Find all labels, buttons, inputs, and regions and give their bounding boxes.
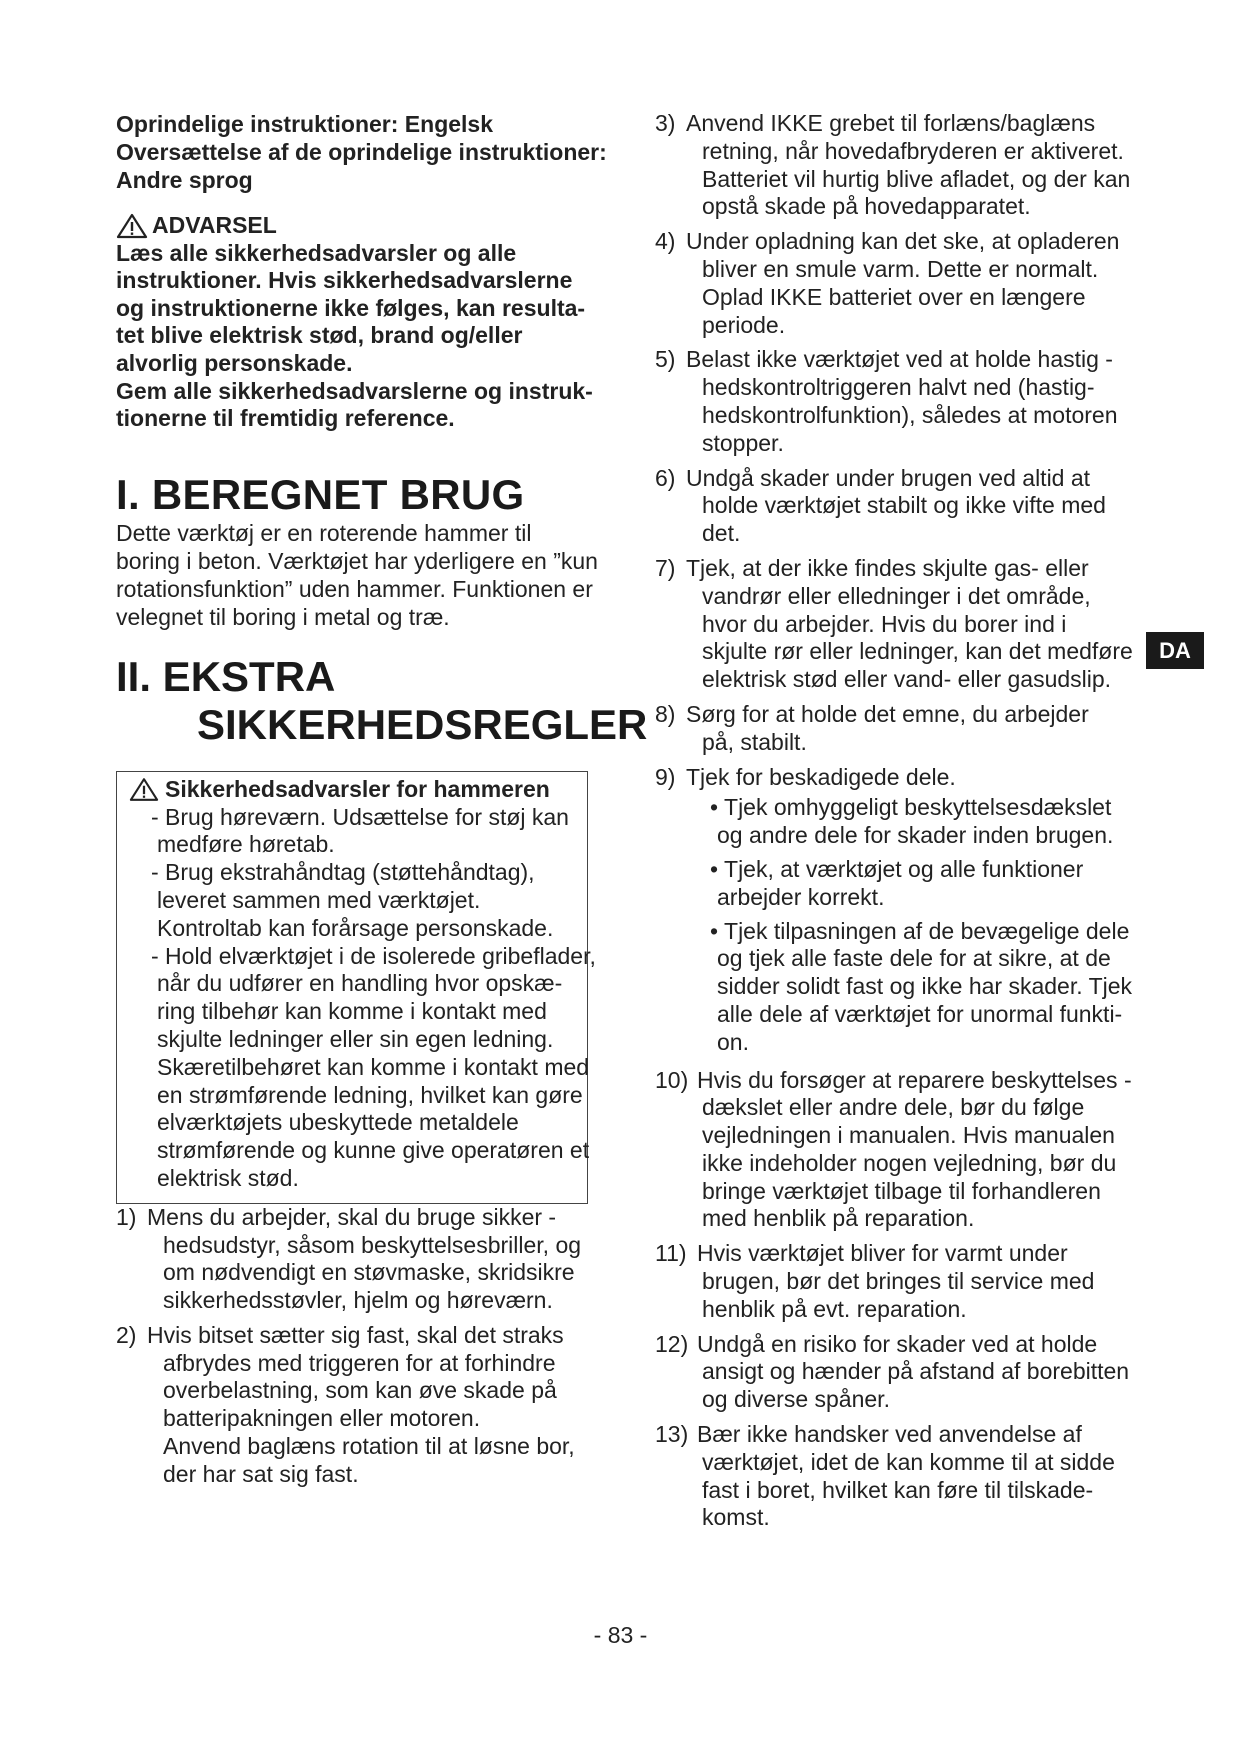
bullet-item	[655, 918, 1140, 1057]
section-heading-intended-use: I. BEREGNET BRUG	[116, 470, 525, 518]
list-item-line: om nødvendigt en støvmaske, skridsikre	[163, 1259, 575, 1286]
list-item-line: Tjek for beskadigede dele.	[686, 763, 956, 790]
list-item-number: 10)	[655, 1066, 689, 1093]
bullet-line: arbejder korrekt.	[717, 883, 885, 910]
list-item-line: der har sat sig fast.	[163, 1460, 359, 1487]
list-item-line: hedskontrolfunktion), således at motoren	[702, 401, 1118, 428]
list-item-line: Sørg for at holde det emne, du arbejder	[686, 700, 1089, 727]
list-item	[655, 701, 1140, 757]
box-line: skjulte ledninger eller sin egen ledning.	[157, 1025, 554, 1052]
list-item-number: 6)	[655, 464, 676, 491]
list-item-line: værktøjet, idet de kan komme til at sidde	[702, 1448, 1115, 1475]
list-item-line: Undgå skader under brugen ved altid at	[686, 464, 1091, 491]
list-item-line: periode.	[702, 311, 786, 338]
list-item-number: 8)	[655, 700, 676, 727]
warning-line: alvorlig personskade.	[116, 349, 353, 376]
language-tab: DA	[1146, 632, 1204, 669]
left-column	[116, 110, 648, 1496]
list-item-line: batteripakningen eller motoren.	[163, 1405, 481, 1432]
box-line: ring tilbehør kan komme i kontakt med	[157, 998, 547, 1025]
bullet-item	[655, 794, 1140, 850]
list-item	[655, 228, 1140, 339]
list-item-number: 3)	[655, 110, 676, 136]
box-line: - Brug ekstrahåndtag (støttehåndtag),	[151, 859, 535, 886]
box-line: elektrisk stød.	[157, 1164, 299, 1191]
section-heading-extra-safety: II. EKSTRA	[116, 652, 336, 700]
warning-line: instruktioner. Hvis sikkerhedsadvarslerne	[116, 267, 573, 294]
list-item-line: vandrør eller elledninger i det område,	[702, 582, 1091, 609]
bullet-line: on.	[717, 1028, 749, 1055]
warning-line: tet blive elektrisk stød, brand og/eller	[116, 322, 523, 349]
warning-title: ADVARSEL	[152, 212, 277, 238]
list-item-line: brugen, bør det bringes til service med	[702, 1268, 1095, 1295]
page-number: - 83 -	[593, 1622, 648, 1648]
list-item-line: Undgå en risiko for skader ved at holde	[697, 1330, 1098, 1357]
list-item-line: overbelastning, som kan øve skade på	[163, 1377, 557, 1404]
bullet-line: sidder solidt fast og ikke har skader. Tjek	[717, 973, 1133, 1000]
list-item-number: 4)	[655, 228, 676, 255]
box-line: elværktøjets ubeskyttede metaldele	[157, 1109, 519, 1136]
list-item-number: 11)	[655, 1240, 687, 1267]
list-item-line: Under opladning kan det ske, at opladeren	[686, 228, 1120, 255]
hammer-safety-title: Sikkerhedsadvarsler for hammeren	[165, 775, 550, 802]
list-item-line: holde værktøjet stabilt og ikke vifte med	[702, 492, 1106, 519]
list-item-number: 5)	[655, 346, 676, 373]
box-line: Kontroltab kan forårsage personskade.	[157, 914, 554, 941]
list-item	[116, 1204, 594, 1315]
list-item-line: ikke indeholder nogen vejledning, bør du	[702, 1149, 1117, 1176]
list-item-line: henblik på evt. reparation.	[702, 1295, 967, 1322]
list-item	[655, 1067, 1140, 1234]
list-item-line: Belast ikke værktøjet ved at holde hastig -	[686, 346, 1113, 373]
list-item-line: Anvend IKKE grebet til forlæns/baglæns	[686, 110, 1096, 136]
bullet-line: • Tjek tilpasningen af de bevægelige dele	[710, 917, 1130, 944]
warning-line: og instruktionerne ikke følges, kan resulta-	[116, 294, 586, 321]
list-item-line: på, stabilt.	[702, 728, 807, 755]
list-item-line: hvor du arbejder. Hvis du borer ind i	[702, 610, 1067, 637]
warning-heading	[116, 212, 594, 240]
list-item-number: 1)	[116, 1203, 137, 1230]
warning-line: Læs alle sikkerhedsadvarsler og alle	[116, 239, 517, 266]
list-item	[655, 1421, 1140, 1532]
left-numbered-list	[116, 1204, 594, 1489]
warning-line: Gem alle sikkerhedsadvarslerne og instruk-	[116, 377, 593, 404]
list-item-number: 9)	[655, 763, 676, 790]
list-item	[655, 346, 1140, 457]
list-item-line: ansigt og hænder på afstand af borebitten	[702, 1358, 1130, 1385]
bullet-item	[655, 856, 1140, 912]
list-item-line: og diverse spåner.	[702, 1386, 890, 1413]
list-item	[655, 465, 1140, 548]
right-column	[655, 110, 1140, 1539]
list-item-line: sikkerhedsstøvler, hjelm og høreværn.	[163, 1287, 553, 1314]
header-line: Oprindelige instruktioner: Engelsk	[116, 111, 494, 137]
box-line: strømførende og kunne give operatøren et	[157, 1137, 590, 1164]
list-item	[116, 1322, 594, 1489]
original-instructions-note	[116, 110, 607, 194]
list-item-line: retning, når hovedafbryderen er aktiveret.	[702, 137, 1124, 164]
list-item-line: dækslet eller andre dele, bør du følge	[702, 1094, 1085, 1121]
paragraph-line: boring i beton. Værktøjet har yderligere en ”kun	[116, 547, 598, 574]
list-item-line: vejledningen i manualen. Hvis manualen	[702, 1122, 1115, 1149]
warning-line: tionerne til fremtidig reference.	[116, 405, 455, 432]
header-line: Oversættelse af de oprindelige instruktioner:	[116, 139, 607, 165]
list-item-line: Batteriet vil hurtig blive afladet, og der kan	[702, 165, 1131, 192]
header-line: Andre sprog	[116, 167, 253, 193]
bullet-line: • Tjek, at værktøjet og alle funktioner	[710, 855, 1084, 882]
list-item-line: elektrisk stød eller vand- eller gasudslip.	[702, 666, 1112, 693]
list-item-line: Anvend baglæns rotation til at løsne bor,	[163, 1433, 575, 1460]
list-item-line: Oplad IKKE batteriet over en længere	[702, 283, 1086, 310]
list-item-number: 13)	[655, 1421, 689, 1448]
list-item-line: afbrydes med triggeren for at forhindre	[163, 1349, 556, 1376]
box-line: en strømførende ledning, hvilket kan gøre	[157, 1081, 583, 1108]
warning-triangle-icon	[116, 213, 148, 239]
warning-triangle-icon	[129, 777, 159, 802]
list-item	[655, 1331, 1140, 1414]
list-item	[655, 764, 1140, 792]
box-line: - Hold elværktøjet i de isolerede gribeflader,	[151, 942, 596, 969]
section-heading-extra-safety-cont: SIKKERHEDSREGLER	[197, 700, 648, 748]
list-item-line: bliver en smule varm. Dette er normalt.	[702, 255, 1099, 282]
list-item-line: det.	[702, 520, 741, 547]
hammer-safety-box	[116, 771, 596, 1204]
box-line: medføre høretab.	[157, 831, 335, 858]
box-line: når du udfører en handling hvor opskæ-	[157, 970, 563, 997]
list-item-number: 7)	[655, 554, 676, 581]
list-item-line: fast i boret, hvilket kan føre til tilskade-	[702, 1476, 1094, 1503]
bullet-line: alle dele af værktøjet for unormal funkti-	[717, 1000, 1123, 1027]
bullet-line: og andre dele for skader inden brugen.	[717, 822, 1114, 849]
warning-text	[116, 240, 594, 433]
list-item-line: opstå skade på hovedapparatet.	[702, 193, 1031, 220]
hammer-safety-heading	[117, 776, 587, 804]
bullet-line: og tjek alle faste dele for at sikre, at de	[717, 945, 1111, 972]
list-item-line: skjulte rør eller ledninger, kan det medføre	[702, 638, 1133, 665]
list-item-line: bringe værktøjet tilbage til forhandleren	[702, 1177, 1101, 1204]
paragraph-line: rotationsfunktion” uden hammer. Funktionen er	[116, 575, 593, 602]
list-item-line: Bær ikke handsker ved anvendelse af	[697, 1421, 1082, 1448]
list-item-line: stopper.	[702, 429, 784, 456]
bullet-line: • Tjek omhyggeligt beskyttelsesdækslet	[710, 794, 1112, 821]
list-item	[655, 1240, 1140, 1323]
right-numbered-list-cont	[655, 1067, 1140, 1533]
box-line: - Brug høreværn. Udsættelse for støj kan	[151, 803, 569, 830]
list-item-line: med henblik på reparation.	[702, 1205, 975, 1232]
box-line: Skæretilbehøret kan komme i kontakt med	[157, 1053, 590, 1080]
list-item-line: Hvis du forsøger at reparere beskyttelses -	[697, 1066, 1132, 1093]
intended-use-paragraph	[116, 519, 598, 631]
paragraph-line: velegnet til boring i metal og træ.	[116, 603, 450, 630]
list-item	[655, 555, 1140, 694]
box-line: leveret sammen med værktøjet.	[157, 886, 481, 913]
list-item-line: Mens du arbejder, skal du bruge sikker -	[147, 1203, 557, 1230]
warning-block	[116, 212, 594, 433]
list-item-number: 12)	[655, 1330, 689, 1357]
list-item-line: komst.	[702, 1504, 770, 1531]
list-item-line: Hvis værktøjet bliver for varmt under	[697, 1240, 1068, 1267]
list-item	[655, 110, 1140, 221]
list-item-line: Tjek, at der ikke findes skjulte gas- eller	[686, 554, 1089, 581]
list-item-line: hedskontroltriggeren halvt ned (hastig-	[702, 374, 1095, 401]
list-item-number: 2)	[116, 1321, 137, 1348]
list-item-line: Hvis bitset sætter sig fast, skal det straks	[147, 1321, 564, 1348]
list-item-line: hedsudstyr, såsom beskyttelsesbriller, og	[163, 1231, 582, 1258]
paragraph-line: Dette værktøj er en roterende hammer til	[116, 519, 532, 546]
right-numbered-list	[655, 110, 1140, 791]
item-9-bullets	[655, 794, 1140, 1056]
